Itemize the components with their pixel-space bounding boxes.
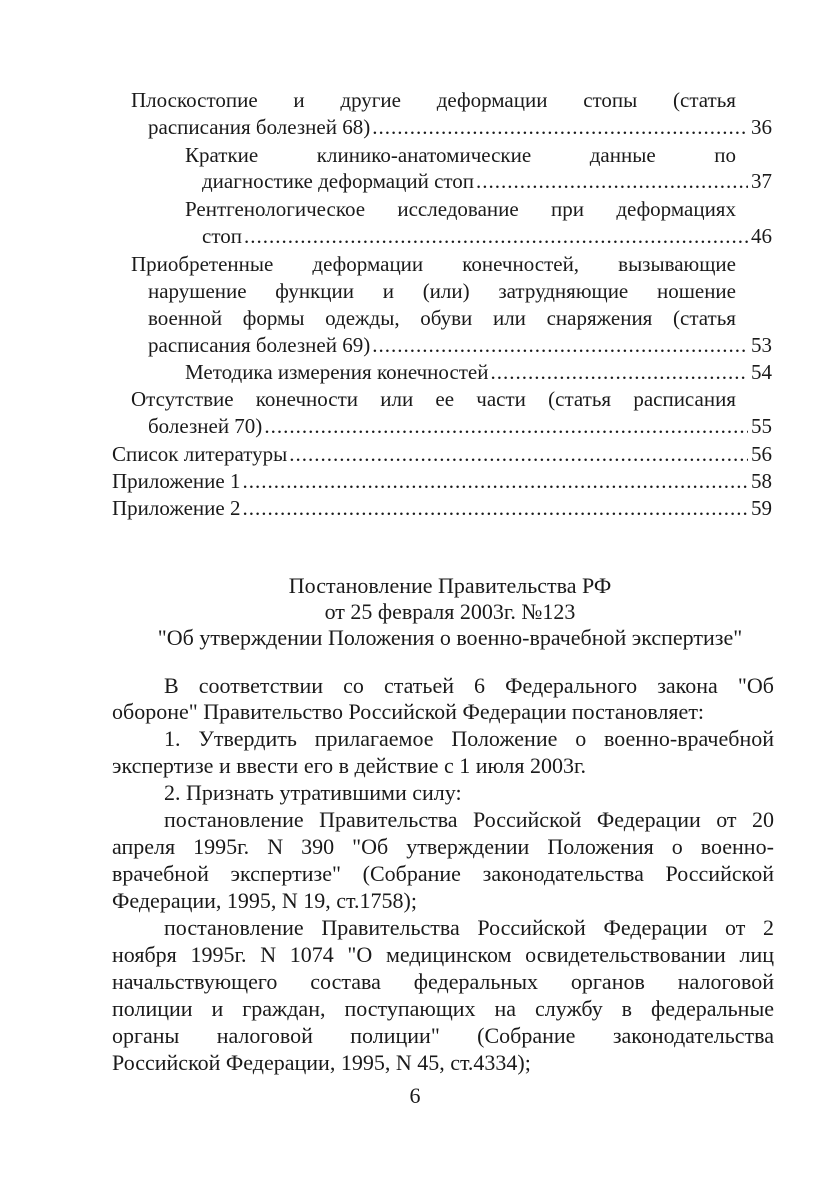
word: апреля (112, 834, 176, 859)
paragraph-line (164, 807, 774, 833)
word: Утвердить (198, 726, 297, 751)
word: "Об (737, 673, 774, 698)
toc-entry-text: диагностике деформаций стоп (202, 169, 475, 193)
page-number: 6 (409, 1083, 421, 1108)
word: утверждении (406, 834, 530, 859)
word: и (211, 996, 224, 1021)
toc-page-number: 58 (751, 469, 772, 493)
word: функции (275, 279, 355, 303)
paragraph-line (112, 942, 774, 968)
word: федеральные (651, 996, 774, 1021)
word: затрудняющие (498, 279, 629, 303)
toc-page-number: 36 (751, 115, 772, 139)
word: конечности (255, 387, 359, 411)
word: расписания (633, 387, 736, 411)
word: освидетельствовании (525, 942, 726, 967)
word: военной (148, 306, 223, 330)
word: Федерации (596, 807, 701, 832)
word: закона (657, 673, 718, 698)
word: Правительства (319, 807, 458, 832)
word: прилагаемое (314, 726, 434, 751)
paragraph-line: 2. Признать утратившими силу: (164, 780, 462, 805)
word: одежды, (325, 306, 400, 330)
paragraph-line (112, 969, 774, 995)
word: законодательства (612, 1023, 774, 1048)
word: Федерального (505, 673, 638, 698)
word: экспертизе" (230, 861, 341, 886)
word: Положения (547, 834, 654, 859)
word: при (551, 197, 584, 221)
toc-entry-text: Приложение 2 (112, 496, 241, 520)
paragraph-line (164, 673, 774, 699)
word: начальствующего (112, 969, 278, 994)
toc-page-number: 53 (751, 333, 772, 357)
word: Положение (451, 726, 558, 751)
word: 20 (751, 807, 774, 832)
word: формы (242, 306, 305, 330)
word: 390 (301, 834, 335, 859)
toc-page-number: 55 (751, 414, 772, 438)
word: постановление (164, 807, 304, 832)
word: "О (347, 942, 373, 967)
word: от (725, 915, 746, 940)
word: полиции (112, 996, 193, 1021)
word: военно-врачебной (604, 726, 774, 751)
paragraph-line: экспертизе и ввести его в действие с 1 июля 2003г. (112, 753, 587, 778)
word: или (380, 387, 414, 411)
paragraph-line (112, 996, 774, 1022)
word: о (575, 726, 587, 751)
word: Приобретенные (131, 252, 274, 276)
word: стопы (583, 88, 638, 112)
word: федеральных (413, 969, 538, 994)
word: снаряжения (546, 306, 653, 330)
toc-entry-text: Приложение 1 (112, 469, 241, 493)
word: Российской (477, 915, 586, 940)
word: (Собрание (477, 1023, 576, 1048)
word: Федерации (603, 915, 708, 940)
toc-entry-text: Список литературы (112, 442, 288, 466)
word: службу (535, 996, 603, 1021)
word: деформациях (616, 197, 736, 221)
paragraph-line (112, 834, 774, 860)
word: Отсутствие (131, 387, 234, 411)
paragraph-line (112, 861, 774, 887)
word: со (343, 673, 364, 698)
paragraph-line: Федерации, 1995, N 19, ст.1758); (112, 888, 417, 913)
word: 2 (762, 915, 774, 940)
word: (статья (673, 88, 736, 112)
word: В (164, 673, 179, 698)
word: конечностей, (462, 252, 580, 276)
word: о (671, 834, 683, 859)
toc-page-number: 59 (751, 496, 772, 520)
word: деформации (436, 88, 548, 112)
word: законодательства (482, 861, 644, 886)
word: деформации (312, 252, 424, 276)
word: органов (570, 969, 645, 994)
word: граждан, (242, 996, 326, 1021)
word: (или) (422, 279, 470, 303)
word: Краткие (185, 143, 259, 167)
word: статьей (383, 673, 454, 698)
toc-page-number: 56 (751, 442, 772, 466)
word: по (714, 143, 736, 167)
word: нарушение (148, 279, 247, 303)
toc-entry-text: Методика измерения конечностей (185, 360, 489, 384)
word: ноября (112, 942, 177, 967)
word: исследование (397, 197, 519, 221)
word: врачебной (112, 861, 209, 886)
word: поступающих (344, 996, 476, 1021)
paragraph-line (164, 915, 774, 941)
word: данные (589, 143, 656, 167)
word: налоговой (677, 969, 774, 994)
word: (Собрание (362, 861, 461, 886)
decree-title-line: от 25 февраля 2003г. №123 (324, 599, 576, 624)
toc-page-number: 37 (751, 169, 772, 193)
word: или (492, 306, 526, 330)
toc-entry-text: расписания болезней 68) (148, 115, 371, 139)
word: лиц (739, 942, 774, 967)
word: Правительства (321, 915, 460, 940)
word: ношение (656, 279, 736, 303)
word: 1074 (289, 942, 334, 967)
word: состава (310, 969, 381, 994)
word: органы (112, 1023, 180, 1048)
word: 6 (474, 673, 486, 698)
paragraph-line: обороне" Правительство Российской Федерации постановляет: (112, 699, 705, 724)
word: военно- (700, 834, 774, 859)
toc-entry-text: расписания болезней 69) (148, 333, 371, 357)
decree-title-line: "Об утверждении Положения о военно-врачебной экспертизе" (157, 625, 743, 650)
word: (статья (548, 387, 612, 411)
word: на (494, 996, 517, 1021)
toc-entry-text: болезней 70) (148, 414, 263, 438)
paragraph-line: Российской Федерации, 1995, N 45, ст.4334); (112, 1050, 531, 1075)
word: (статья (673, 306, 736, 330)
word: ее (435, 387, 455, 411)
decree-body (112, 0, 774, 1177)
word: другие (340, 88, 401, 112)
toc-entry-text: стоп (202, 224, 242, 248)
word: постановление (164, 915, 304, 940)
word: Плоскостопие (131, 88, 258, 112)
word: вызывающие (618, 252, 736, 276)
word: Рентгенологическое (185, 197, 366, 221)
word: "Об (352, 834, 389, 859)
word: клинико-анатомические (316, 143, 532, 167)
toc-page-number: 46 (751, 224, 772, 248)
decree-title-line: Постановление Правительства РФ (288, 573, 612, 598)
toc-page-number: 54 (751, 360, 772, 384)
word: от (716, 807, 737, 832)
word: 1995г. (193, 834, 250, 859)
word: соответствии (198, 673, 324, 698)
word: 1. (164, 726, 181, 751)
word: N (267, 834, 284, 859)
word: медицинском (385, 942, 512, 967)
word: полиции" (350, 1023, 440, 1048)
word: и (382, 279, 394, 303)
word: 1995г. (190, 942, 247, 967)
paragraph-line (112, 1023, 774, 1049)
word: Российской (665, 861, 774, 886)
word: части (476, 387, 526, 411)
paragraph-line (164, 726, 774, 752)
word: налоговой (216, 1023, 313, 1048)
word: Российской (473, 807, 582, 832)
word: в (621, 996, 633, 1021)
word: и (293, 88, 305, 112)
word: обуви (420, 306, 473, 330)
word: N (260, 942, 277, 967)
